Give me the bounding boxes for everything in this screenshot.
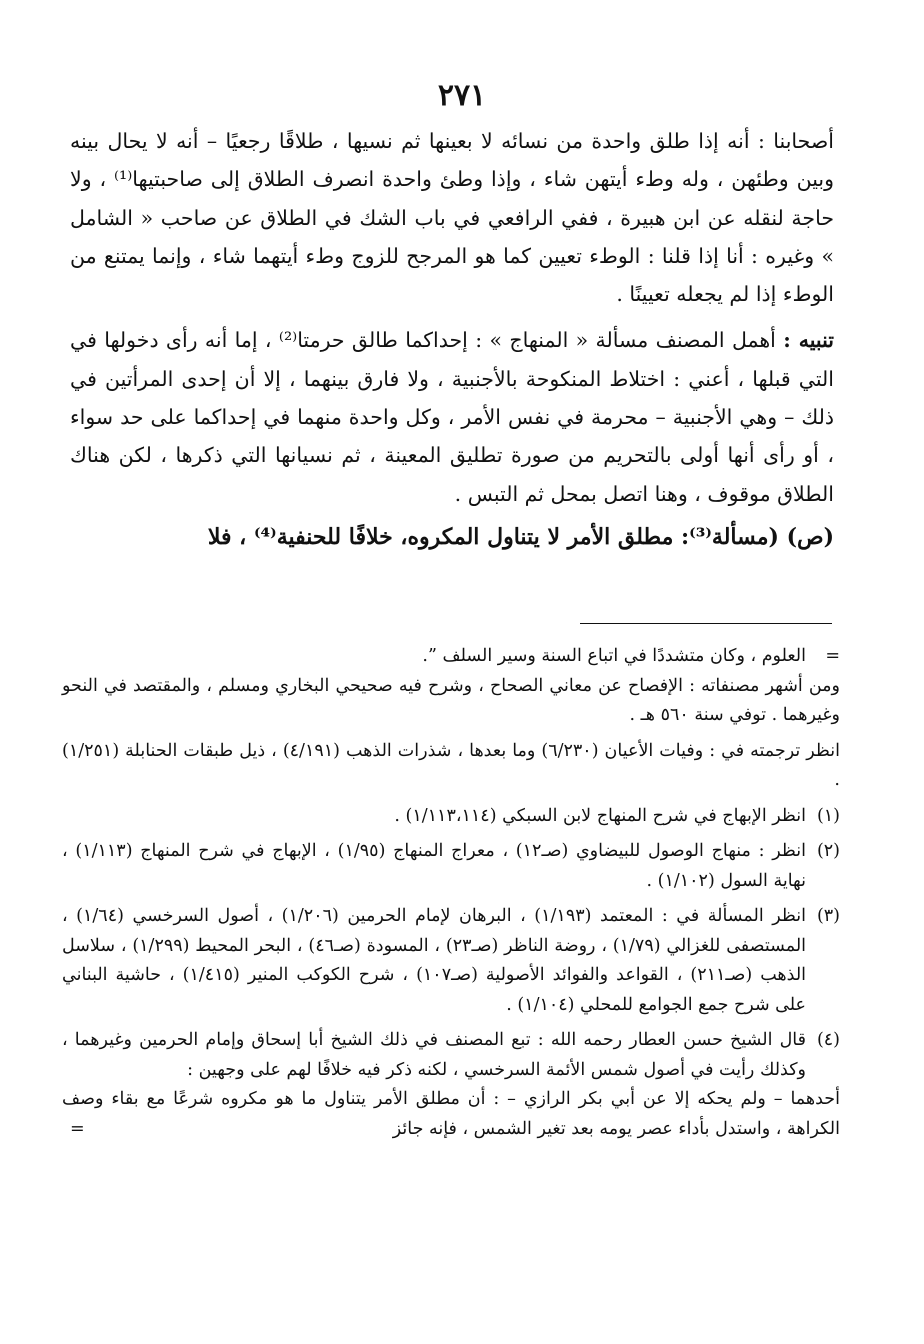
footnote-continuation-3: انظر ترجمته في : وفيات الأعيان (٦/٢٣٠) وما بعدها ، شذرات الذهب (٤/١٩١) ، ذيل طبقات الحنابلة (١/٢٥١) . — [62, 740, 840, 790]
footnote-marker: (٢) — [816, 841, 840, 861]
footnote-3 — [62, 902, 840, 1020]
footnote-text: انظر : منهاج الوصول للبيضاوي (صـ١٢) ، معراج المنهاج (١/٩٥) ، الإبهاج في شرح المنهاج (١/١١٣) ، نهاية السول (١/١٠٢) . — [62, 841, 806, 891]
paragraph-2 — [70, 321, 834, 512]
footnote-continuation — [62, 642, 840, 672]
note-heading: تنبيه : — [783, 328, 834, 353]
paragraph-1: أصحابنا : أنه إذا طلق واحدة من نسائه لا بعينها ثم نسيها ، طلاقًا رجعيًا – أنه لا يحال بينه وبين وطئهن ، وله وطء أيتهن شاء ، وإذا وطئ واحدة انصرف الطلاق إلى صاحبتيها⁽¹⁾ ، ولا حاجة لنقله عن ابن هبيرة ، ففي الرافعي في باب الشك في الطلاق عن صاحب « الشامل » وغيره : أنا إذا قلنا : الوطء تعيين كما هو المرجح للزوج وطء أيتهما شاء ، وإنما يمتنع من الوطء إذا لم يجعله تعيينًا . — [70, 129, 835, 307]
footnote-4 — [62, 1026, 840, 1085]
continuation-mark-end: = — [70, 1118, 85, 1139]
footnote-text: انظر الإبهاج في شرح المنهاج لابن السبكي (١/١١٣،١١٤) . — [394, 805, 806, 826]
footnote-marker: (٣) — [816, 906, 840, 926]
continuation-mark: = — [825, 646, 840, 666]
main-text — [70, 122, 834, 557]
footnote-1 — [62, 802, 840, 832]
footnote-marker: (٤) — [816, 1030, 840, 1050]
footnote-text: العلوم ، وكان متشددًا في اتباع السنة وسير السلف ”. — [422, 646, 806, 666]
footnote-4-continuation — [62, 1085, 840, 1144]
footnotes — [62, 642, 840, 1144]
footnote-text: انظر المسألة في : المعتمد (١/١٩٣) ، البرهان لإمام الحرمين (١/٢٠٦) ، أصول السرخسي (١/٦٤) ، المستصفى للغزالي (١/٧٩) ، روضة الناظر (صـ٢٣) ، المسودة (صـ٤٦) ، البحر المحيط (١/٢٩٩) ، سلاسل الذهب (صـ٢١١) ، القواعد والفوائد الأصولية (صـ١٠٧) ، شرح الكوكب المنير (١/٤١٥) ، حاشية البناني على شرح جمع الجوامع للمحلي (١/١٠٤) . — [62, 906, 807, 1015]
footnote-divider — [580, 623, 832, 624]
paragraph-3-matn: (ص) (مسألة⁽³⁾: مطلق الأمر لا يتناول المكروه، خلافًا للحنفية⁽⁴⁾ ، فلا — [207, 523, 834, 550]
footnote-2 — [62, 837, 840, 896]
footnote-continuation-2: ومن أشهر مصنفاته : الإفصاح عن معاني الصحاح ، وشرح فيه صحيحي البخاري ومسلم ، والمقتصد في النحو وغيرهما . توفي سنة ٥٦٠ هـ . — [62, 675, 840, 725]
footnote-marker: (١) — [816, 805, 840, 826]
page-number: ٢٧١ — [437, 78, 487, 113]
footnote-text: قال الشيخ حسن العطار رحمه الله : تبع المصنف في ذلك الشيخ أبا إسحاق وإمام الحرمين وغيرهما ، وكذلك رأيت في أصول شمس الأئمة السرخسي ، لكنه ذكر فيه خلافًا لهم على وجهين : — [62, 1030, 806, 1080]
footnote-text: أحدهما – ولم يحكه إلا عن أبي بكر الرازي – : أن مطلق الأمر يتناول ما هو مكروه شرعًا مع بقاء وصف الكراهة ، واستدل بأداء عصر يومه بعد تغير الشمس ، فإنه جائز — [62, 1089, 840, 1139]
note-body: أهمل المصنف مسألة « المنهاج » : إحداكما طالق حرمتا⁽²⁾ ، إما أنه رأى دخولها في التي قبلها ، أعني : اختلاط المنكوحة بالأجنبية ، ولا فارق بينهما ، إلا أن إحدى المرأتين في ذلك – وهي الأجنبية – محرمة في نفس الأمر ، وكل واحدة منهما في إحداكما على حد سواء ، أو رأى أنها أولى بالتحريم من صورة تطليق المعينة ، ثم نسيانها التي ذكرها ، لكن هناك الطلاق موقوف ، وهنا اتصل بمحل ثم التبس . — [70, 328, 834, 506]
